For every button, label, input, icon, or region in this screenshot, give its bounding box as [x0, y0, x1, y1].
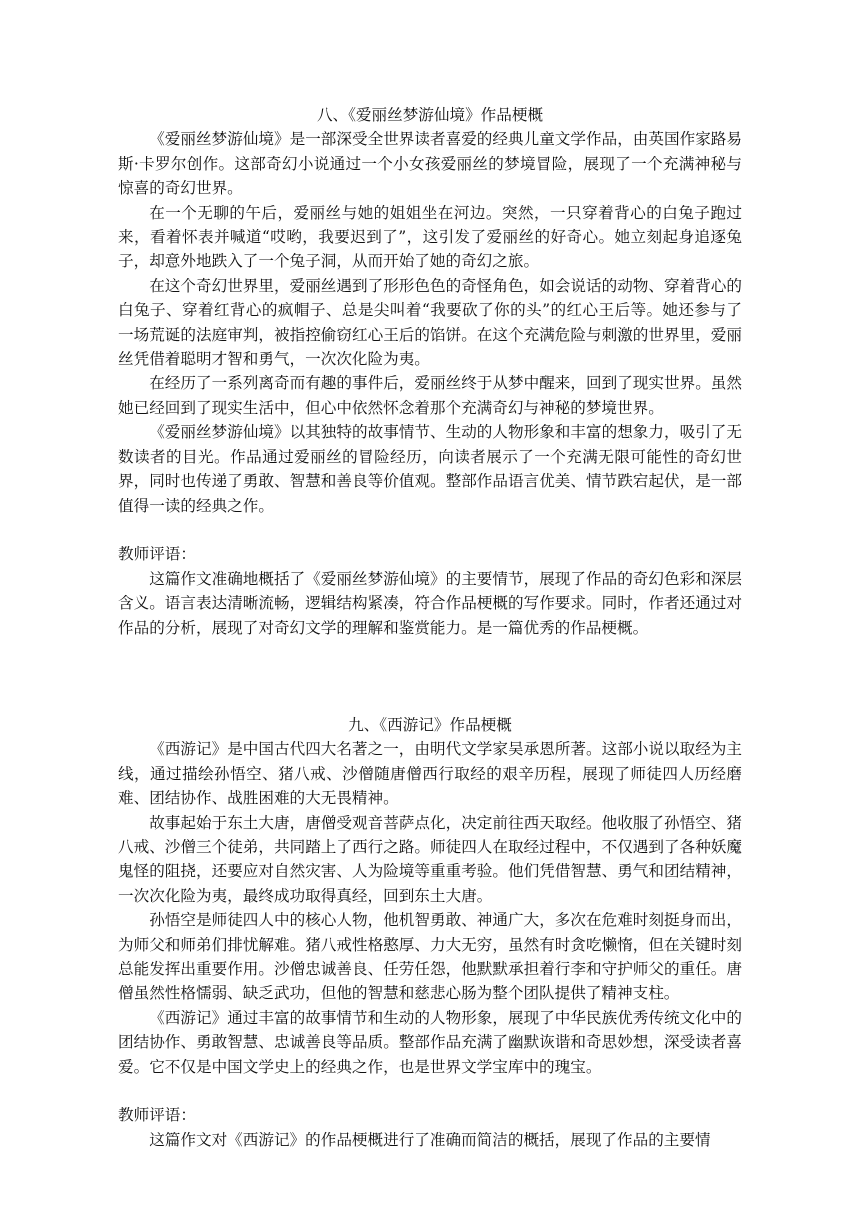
paragraph: 《西游记》是中国古代四大名著之一，由明代文学家吴承恩所著。这部小说以取经为主线，通过描绘孙悟空、猪八戒、沙僧随唐僧西行取经的艰辛历程，展现了师徒四人历经磨难、团结协作、战胜困难的大无畏精神。 — [118, 740, 742, 808]
teacher-comment: 这篇作文准确地概括了《爱丽丝梦游仙境》的主要情节，展现了作品的奇幻色彩和深层含义。语言表达清晰流畅，逻辑结构紧凑，符合作品梗概的写作要求。同时，作者还通过对作品的分析，展现了对奇幻文学的理解和鉴赏能力。是一篇优秀的作品梗概。 — [118, 569, 742, 637]
section-title-journey-west: 九、《西游记》作品梗概 — [348, 715, 512, 734]
teacher-comment-label: 教师评语： — [118, 545, 196, 564]
paragraph: 《爱丽丝梦游仙境》是一部深受全世界读者喜爱的经典儿童文学作品，由英国作家路易斯·卡罗尔创作。这部奇幻小说通过一个小女孩爱丽丝的梦境冒险，展现了一个充满神秘与惊喜的奇幻世界。 — [118, 130, 742, 198]
paragraph: 在经历了一系列离奇而有趣的事件后，爱丽丝终于从梦中醒来，回到了现实世界。虽然她已经回到了现实生活中，但心中依然怀念着那个充满奇幻与神秘的梦境世界。 — [118, 374, 742, 417]
paragraph: 《爱丽丝梦游仙境》以其独特的故事情节、生动的人物形象和丰富的想象力，吸引了无数读者的目光。作品通过爱丽丝的冒险经历，向读者展示了一个充满无限可能性的奇幻世界，同时也传递了勇敢、智慧和善良等价值观。整部作品语言优美、情节跌宕起伏，是一部值得一读的经典之作。 — [118, 423, 742, 515]
document-body — [118, 103, 742, 1152]
paragraph: 孙悟空是师徒四人中的核心人物，他机智勇敢、神通广大，多次在危难时刻挺身而出，为师父和师弟们排忧解难。猪八戒性格憨厚、力大无穷，虽然有时贪吃懒惰，但在关键时刻总能发挥出重要作用。沙僧忠诚善良、任劳任怨，他默默承担着行李和守护师父的重任。唐僧虽然性格懦弱、缺乏武功，但他的智慧和慈悲心肠为整个团队提供了精神支柱。 — [118, 911, 742, 1003]
paragraph: 故事起始于东土大唐，唐僧受观音菩萨点化，决定前往西天取经。他收服了孙悟空、猪八戒、沙僧三个徒弟，共同踏上了西行之路。师徒四人在取经过程中，不仅遇到了各种妖魔鬼怪的阻挠，还要应对自然灾害、人为险境等重重考验。他们凭借智慧、勇气和团结精神，一次次化险为夷，最终成功取得真经，回到东土大唐。 — [118, 813, 742, 905]
teacher-comment: 这篇作文对《西游记》的作品梗概进行了准确而简洁的概括，展现了作品的主要情 — [149, 1130, 711, 1149]
section-gap — [118, 640, 742, 713]
blank-line — [118, 1079, 742, 1103]
paragraph: 在一个无聊的午后，爱丽丝与她的姐姐坐在河边。突然，一只穿着背心的白兔子跑过来，看着怀表并喊道“哎哟，我要迟到了”，这引发了爱丽丝的好奇心。她立刻起身追逐兔子，却意外地跌入了一个兔子洞，从而开始了她的奇幻之旅。 — [118, 203, 742, 271]
section-title-alice: 八、《爱丽丝梦游仙境》作品梗概 — [316, 106, 544, 124]
paragraph: 在这个奇幻世界里，爱丽丝遇到了形形色色的奇怪角色，如会说话的动物、穿着背心的白兔子、穿着红背心的疯帽子、总是尖叫着“我要砍了你的头”的红心王后等。她还参与了一场荒诞的法庭审判，被指控偷窃红心王后的馅饼。在这个充满危险与刺激的世界里，爱丽丝凭借着聪明才智和勇气，一次次化险为夷。 — [118, 276, 742, 369]
blank-line — [118, 518, 742, 542]
teacher-comment-label: 教师评语： — [118, 1106, 196, 1125]
paragraph: 《西游记》通过丰富的故事情节和生动的人物形象，展现了中华民族优秀传统文化中的团结协作、勇敢智慧、忠诚善良等品质。整部作品充满了幽默诙谐和奇思妙想，深受读者喜爱。它不仅是中国文学史上的经典之作，也是世界文学宝库中的瑰宝。 — [118, 1008, 742, 1076]
